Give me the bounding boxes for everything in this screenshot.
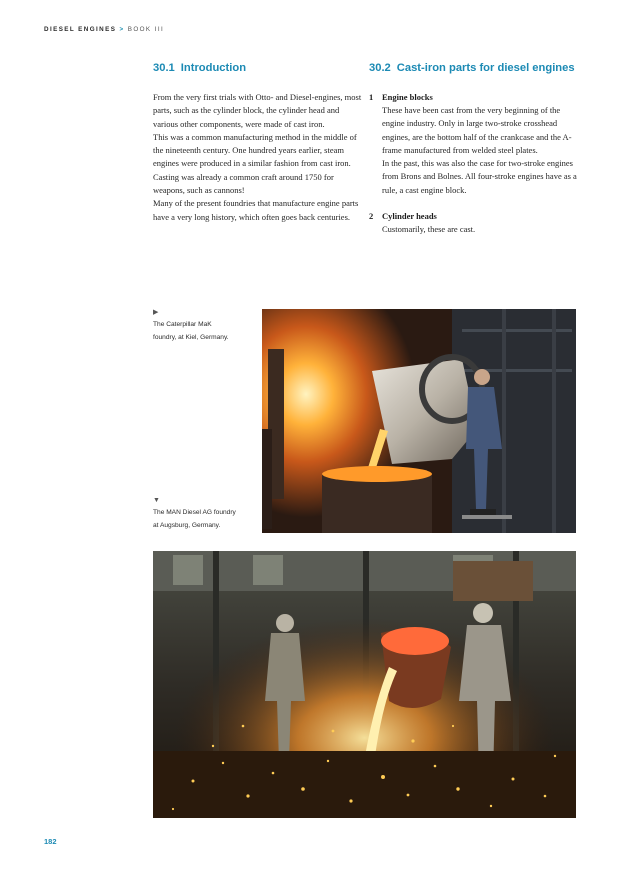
item-number: 1 — [369, 92, 374, 102]
section-title: Introduction — [180, 62, 247, 74]
cast-iron-parts-section — [369, 62, 579, 236]
item-heading — [369, 210, 579, 223]
item-heading — [369, 91, 579, 104]
caption-line: at Augsburg, Germany. — [153, 522, 221, 529]
foundry-photo-kiel — [262, 309, 576, 533]
section-number: 30.2 — [369, 62, 391, 74]
list-item-engine-blocks — [369, 91, 579, 197]
caption-line: The Caterpillar MaK — [153, 321, 212, 328]
caption-line: foundry, at Kiel, Germany. — [153, 334, 229, 341]
down-triangle-icon: ▼ — [153, 497, 160, 504]
item-paragraph: Customarily, these are cast. — [382, 224, 476, 235]
introduction-section — [153, 62, 363, 224]
item-paragraph: In the past, this was also the case for two-stroke engines from Brons and Bolnes. All four-stroke engines have as a rule, a cast engine block. — [382, 158, 577, 195]
running-head-book: BOOK III — [127, 26, 165, 33]
running-head — [44, 26, 164, 33]
right-triangle-icon: ▶ — [153, 309, 159, 316]
intro-paragraph: Many of the present foundries that manufacture engine parts have a very long history, which often goes back centuries. — [153, 198, 359, 222]
running-head-section: DIESEL ENGINES — [44, 26, 117, 33]
foundry-photo-augsburg — [153, 551, 576, 818]
page-number: 182 — [44, 837, 57, 846]
introduction-heading — [153, 62, 363, 75]
running-head-separator: > — [119, 26, 125, 33]
section-number: 30.1 — [153, 62, 175, 74]
section-title: Cast-iron parts for diesel engines — [396, 62, 575, 74]
item-title: Cylinder heads — [382, 211, 437, 222]
list-item-cylinder-heads — [369, 210, 579, 236]
cast-iron-heading — [369, 62, 579, 75]
item-title: Engine blocks — [382, 92, 433, 102]
item-paragraph: These have been cast from the very beginning of the engine industry. Only in large two-stroke crosshead engines, are the bottom half of the crankcase and the A-frame manufactured from welded steel plates. — [382, 105, 572, 155]
item-number: 2 — [369, 211, 374, 222]
intro-paragraph: Casting was already a common craft around 1750 for weapons, such as cannons! — [153, 171, 334, 196]
intro-paragraph: This was a common manufacturing method in the middle of the nineteenth century. One hundred years earlier, steam engines were produced in a similar fashion from cast iron. — [153, 131, 357, 169]
figure-caption — [153, 308, 258, 344]
figure-caption — [153, 496, 258, 532]
intro-paragraph: From the very first trials with Otto- and Diesel-engines, most parts, such as the cylinder block, the cylinder head and various other components, were made of cast iron. — [153, 92, 362, 129]
caption-line: The MAN Diesel AG foundry — [153, 509, 236, 516]
